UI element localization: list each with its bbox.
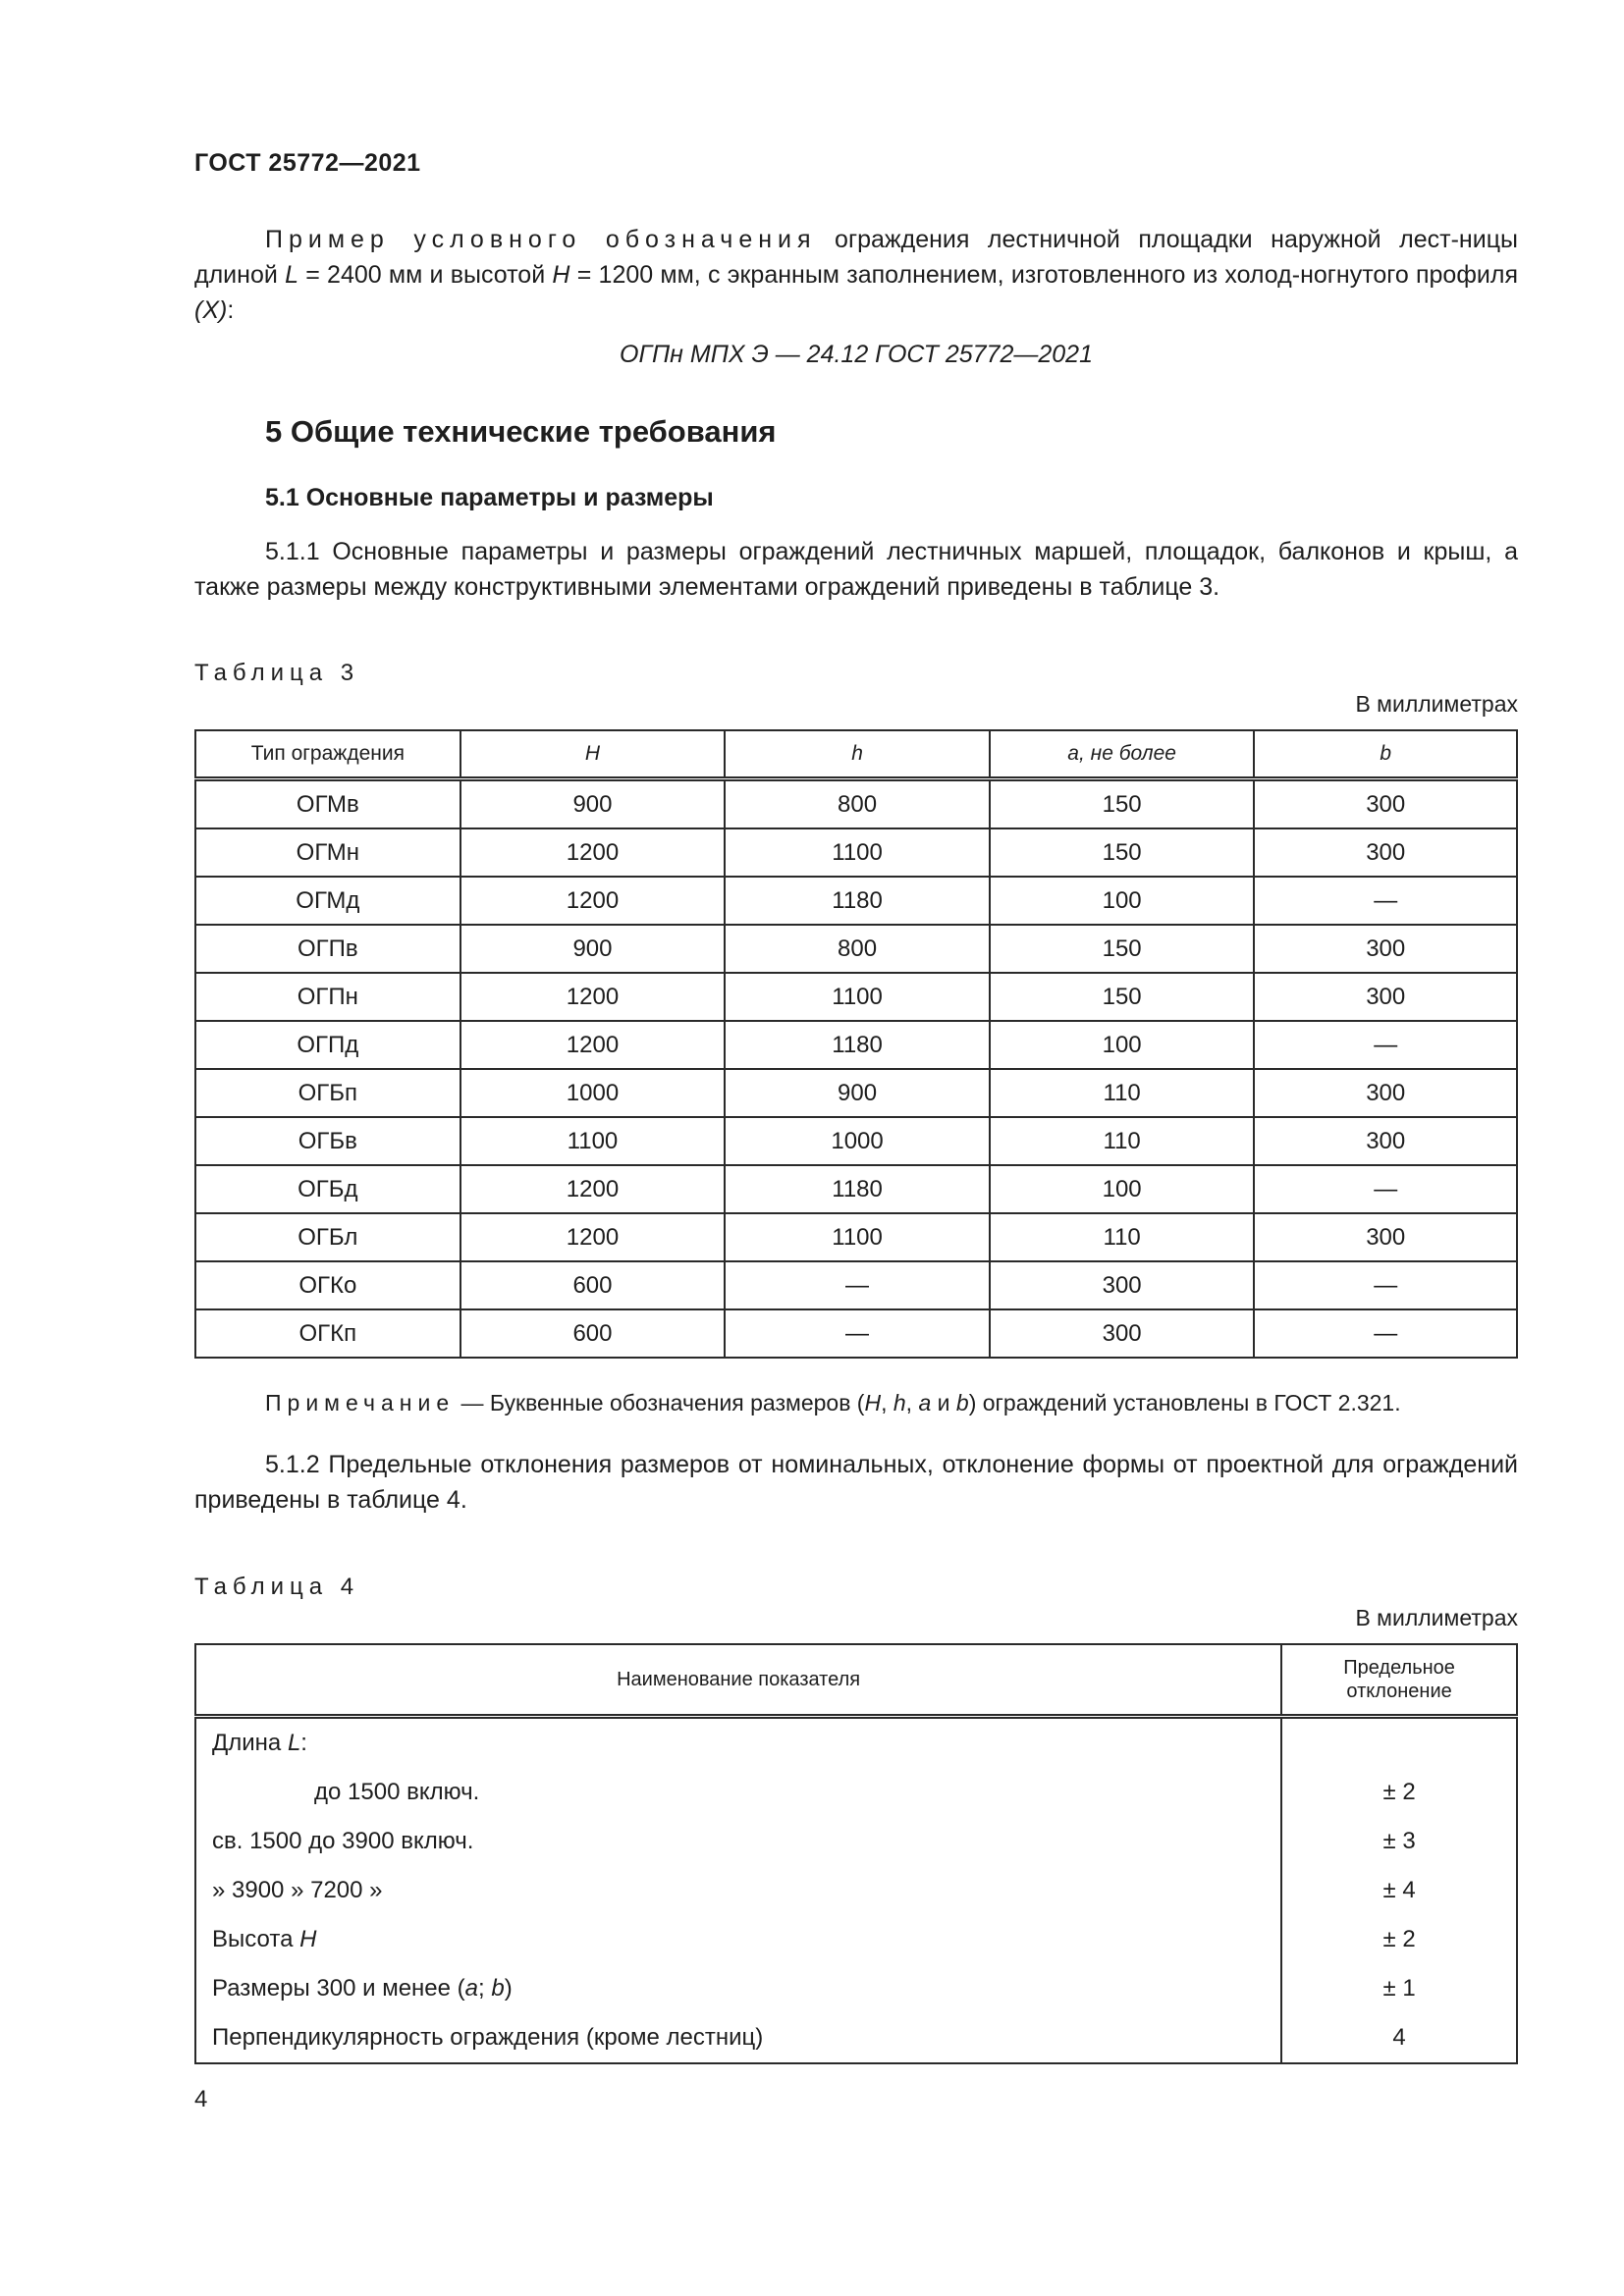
indicator-name: Длина L: [195, 1717, 1281, 1769]
table-cell: 300 [1254, 1117, 1517, 1165]
table-row [195, 1964, 1517, 2013]
deviation-value: 4 [1281, 2013, 1517, 2063]
table-cell: — [1254, 1261, 1517, 1309]
table-row [195, 828, 1517, 877]
table-cell: ОГБв [195, 1117, 460, 1165]
deviation-value: ± 2 [1281, 1768, 1517, 1817]
table3-header-cell: H [460, 730, 726, 779]
table4-header-cell: Наименование показателя [195, 1644, 1281, 1717]
page-number: 4 [194, 2086, 208, 2112]
table-cell: 1180 [725, 1021, 990, 1069]
indicator-name: Перпендикулярность ограждения (кроме лестниц) [195, 2013, 1281, 2063]
table-cell: ОГКо [195, 1261, 460, 1309]
table4-body [195, 1717, 1517, 2064]
table-cell: ОГПв [195, 925, 460, 973]
table-cell: 100 [990, 1021, 1255, 1069]
table4-header-cell: Предельное отклонение [1281, 1644, 1517, 1717]
table-cell: 300 [990, 1261, 1255, 1309]
table-row [195, 1213, 1517, 1261]
paragraph-5-1-1: 5.1.1 Основные параметры и размеры ограждений лестничных маршей, площадок, балконов и крыш, а также размеры между конструктивными элементами ограждений приведены в таблице 3. [194, 538, 1518, 601]
table-cell: 300 [990, 1309, 1255, 1358]
table-row [195, 1309, 1517, 1358]
deviation-value: ± 4 [1281, 1866, 1517, 1915]
table-cell: 300 [1254, 828, 1517, 877]
table3-units: В миллиметрах [1355, 691, 1518, 717]
table-cell: 100 [990, 1165, 1255, 1213]
deviation-value [1281, 1717, 1517, 1769]
note-lead: Примечание [265, 1390, 456, 1415]
example-lead: Пример условного обозначения [265, 226, 817, 253]
table-cell: 1100 [725, 1213, 990, 1261]
table-cell: — [725, 1261, 990, 1309]
table-cell: 600 [460, 1309, 726, 1358]
table-cell: 1000 [460, 1069, 726, 1117]
indicator-name: св. 1500 до 3900 включ. [195, 1817, 1281, 1866]
table-cell: 1200 [460, 973, 726, 1021]
table-cell: 1100 [460, 1117, 726, 1165]
table-cell: 800 [725, 779, 990, 829]
table-cell: ОГБп [195, 1069, 460, 1117]
table4-header-row [195, 1644, 1517, 1717]
deviation-value: ± 3 [1281, 1817, 1517, 1866]
indicator-name: до 1500 включ. [195, 1768, 1281, 1817]
paragraph-5-1-2: 5.1.2 Предельные отклонения размеров от номинальных, отклонение формы от проектной для ограждений приведены в таблице 4. [194, 1451, 1518, 1514]
table-row [195, 1165, 1517, 1213]
table-cell: 1000 [725, 1117, 990, 1165]
table-cell: — [1254, 1309, 1517, 1358]
table-cell: 900 [725, 1069, 990, 1117]
deviation-value: ± 2 [1281, 1915, 1517, 1964]
table3-header-cell: a, не более [990, 730, 1255, 779]
table4-units: В миллиметрах [1355, 1605, 1518, 1630]
table-cell: — [1254, 1165, 1517, 1213]
table-cell: — [725, 1309, 990, 1358]
table-row [195, 1069, 1517, 1117]
table-cell: 150 [990, 973, 1255, 1021]
subsection-title: 5.1 Основные параметры и размеры [265, 484, 714, 511]
table-cell: 300 [1254, 1069, 1517, 1117]
table-row [195, 1717, 1517, 1769]
table-row [195, 1866, 1517, 1915]
table-cell: 110 [990, 1069, 1255, 1117]
table-row [195, 1261, 1517, 1309]
table-cell: 110 [990, 1117, 1255, 1165]
table3-header-row [195, 730, 1517, 779]
table-cell: 150 [990, 828, 1255, 877]
table-cell: ОГПн [195, 973, 460, 1021]
table-row [195, 779, 1517, 829]
table-cell: ОГКп [195, 1309, 460, 1358]
indicator-name: » 3900 » 7200 » [195, 1866, 1281, 1915]
table-cell: 1180 [725, 1165, 990, 1213]
table4-caption: Таблица 4 [194, 1574, 360, 1600]
table-cell: 300 [1254, 925, 1517, 973]
table-cell: 300 [1254, 973, 1517, 1021]
table-cell: ОГМн [195, 828, 460, 877]
table-cell: 150 [990, 779, 1255, 829]
table-cell: 300 [1254, 779, 1517, 829]
table3-note: Примечание — Буквенные обозначения размеров (H, h, a и b) ограждений установлены в ГОСТ 2.321. [265, 1390, 1401, 1415]
table-cell: 1200 [460, 828, 726, 877]
table-row [195, 2013, 1517, 2063]
table-cell: 1200 [460, 877, 726, 925]
table3-header-cell: b [1254, 730, 1517, 779]
table-row [195, 877, 1517, 925]
table3-header-cell: h [725, 730, 990, 779]
table-cell: 800 [725, 925, 990, 973]
table-cell: 300 [1254, 1213, 1517, 1261]
table-cell: 100 [990, 877, 1255, 925]
table-row [195, 1021, 1517, 1069]
table-cell: 600 [460, 1261, 726, 1309]
table-4 [194, 1643, 1518, 2064]
table-cell: 1200 [460, 1165, 726, 1213]
document-id: ГОСТ 25772—2021 [194, 149, 421, 177]
table-cell: ОГБд [195, 1165, 460, 1213]
table-cell: 1200 [460, 1213, 726, 1261]
table-cell: ОГМв [195, 779, 460, 829]
example-paragraph: Пример условного обозначения ограждения лестничной площадки наружной лест-ницы длиной L = 2400 мм и высотой H = 1200 мм, с экранным заполнением, изготовленного из холод-ногнутого профиля (X): [194, 226, 1518, 324]
table3-caption: Таблица 3 [194, 660, 360, 686]
table-cell: 1200 [460, 1021, 726, 1069]
table-cell: 1100 [725, 828, 990, 877]
example-designation: ОГПн МПХ Э — 24.12 ГОСТ 25772—2021 [620, 341, 1093, 368]
table-row [195, 1817, 1517, 1866]
table-row [195, 1915, 1517, 1964]
table-cell: 110 [990, 1213, 1255, 1261]
table3-body [195, 779, 1517, 1359]
table-cell: — [1254, 1021, 1517, 1069]
table-row [195, 973, 1517, 1021]
indicator-name: Высота H [195, 1915, 1281, 1964]
table-cell: — [1254, 877, 1517, 925]
table-row [195, 1117, 1517, 1165]
table-cell: 900 [460, 925, 726, 973]
table-cell: ОГБл [195, 1213, 460, 1261]
table-cell: 900 [460, 779, 726, 829]
table-row [195, 1768, 1517, 1817]
table-cell: 150 [990, 925, 1255, 973]
table-cell: 1100 [725, 973, 990, 1021]
indicator-name: Размеры 300 и менее (a; b) [195, 1964, 1281, 2013]
section-title: 5 Общие технические требования [265, 414, 777, 449]
table-cell: ОГПд [195, 1021, 460, 1069]
table3-header-cell: Тип ограждения [195, 730, 460, 779]
table-cell: ОГМд [195, 877, 460, 925]
deviation-value: ± 1 [1281, 1964, 1517, 2013]
table-row [195, 925, 1517, 973]
table-cell: 1180 [725, 877, 990, 925]
table-3 [194, 729, 1518, 1359]
